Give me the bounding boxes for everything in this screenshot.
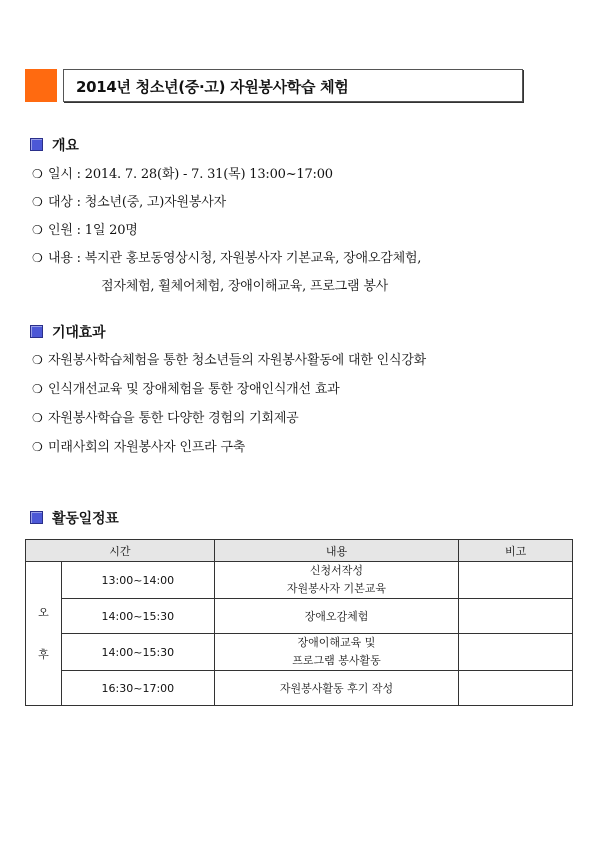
circle-bullet-icon: ❍: [32, 411, 43, 425]
schedule-heading-label: 활동일정표: [52, 511, 119, 527]
circle-bullet-icon: ❍: [32, 353, 43, 367]
table-row: [26, 562, 573, 599]
page-title: 2014년 청소년(중·고) 자원봉사학습 체험: [76, 78, 349, 96]
title-banner: [25, 69, 523, 103]
time-cell: 13:00~14:00: [61, 562, 214, 599]
period-char: 오: [38, 606, 49, 620]
content-cell: 신청서작성 자원봉사자 기본교육: [214, 562, 458, 599]
circle-bullet-icon: ❍: [32, 382, 43, 396]
title-box: [63, 69, 523, 102]
square-bullet-icon: [30, 325, 43, 338]
square-bullet-icon: [30, 138, 43, 151]
table-header-row: [26, 540, 573, 562]
square-bullet-icon: [30, 511, 43, 524]
overview-heading-label: 개요: [52, 138, 79, 154]
content-cell: 자원봉사활동 후기 작성: [214, 671, 458, 706]
note-cell: [459, 562, 573, 599]
note-cell: [459, 599, 573, 634]
circle-bullet-icon: ❍: [32, 167, 43, 181]
overview-item-content-continued: 점자체험, 휠체어체험, 장애이해교육, 프로그램 봉사: [101, 279, 389, 294]
schedule-table: [25, 539, 573, 706]
note-cell: [459, 671, 573, 706]
effects-item: ❍ 자원봉사학습을 통한 다양한 경험의 기회제공: [32, 411, 299, 426]
content-cell: 장애오감체험: [214, 599, 458, 634]
time-cell: 14:00~15:30: [61, 599, 214, 634]
table-row: [26, 671, 573, 706]
period-char: 후: [38, 647, 49, 661]
header-time: 시간: [26, 540, 215, 562]
overview-item-content: ❍ 내용 : 복지관 홍보동영상시청, 자원봉사자 기본교육, 장애오감체험,: [32, 251, 422, 266]
table-row: [26, 599, 573, 634]
circle-bullet-icon: ❍: [32, 223, 43, 237]
content-cell: 장애이해교육 및 프로그램 봉사활동: [214, 634, 458, 671]
table-row: [26, 634, 573, 671]
note-cell: [459, 634, 573, 671]
circle-bullet-icon: ❍: [32, 195, 43, 209]
effects-heading-label: 기대효과: [52, 325, 106, 341]
effects-item: ❍ 인식개선교육 및 장애체험을 통한 장애인식개선 효과: [32, 382, 340, 397]
circle-bullet-icon: ❍: [32, 251, 43, 265]
circle-bullet-icon: ❍: [32, 440, 43, 454]
period-cell: [26, 562, 62, 706]
title-orange-square: [25, 69, 57, 102]
overview-item-target: ❍ 대상 : 청소년(중, 고)자원봉사자: [32, 195, 226, 210]
header-content: 내용: [214, 540, 458, 562]
overview-item-date: ❍ 일시 : 2014. 7. 28(화) - 7. 31(목) 13:00~17:00: [32, 167, 333, 182]
header-note: 비고: [459, 540, 573, 562]
time-cell: 14:00~15:30: [61, 634, 214, 671]
time-cell: 16:30~17:00: [61, 671, 214, 706]
overview-item-count: ❍ 인원 : 1일 20명: [32, 223, 138, 238]
effects-item: ❍ 자원봉사학습체험을 통한 청소년들의 자원봉사활동에 대한 인식강화: [32, 353, 427, 368]
effects-item: ❍ 미래사회의 자원봉사자 인프라 구축: [32, 440, 246, 455]
